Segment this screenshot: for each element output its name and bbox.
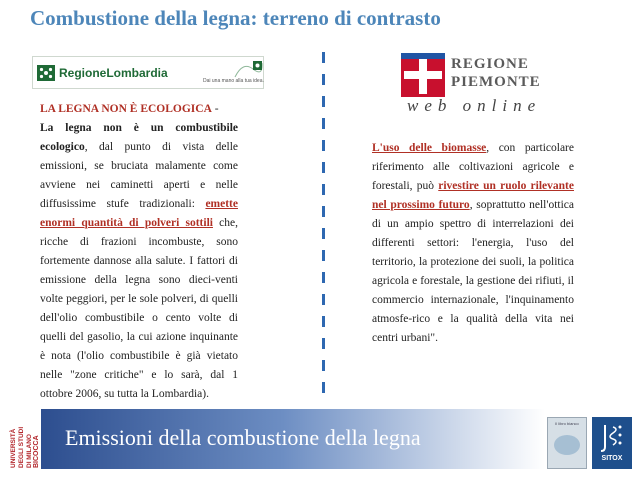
piemonte-line1: REGIONE: [451, 56, 529, 72]
sitox-label: SITOX: [601, 455, 623, 462]
right-highlight-1: L'uso delle biomasse: [372, 142, 487, 154]
piemonte-crest-icon: [401, 53, 445, 97]
regione-lombardia-logo: [32, 56, 264, 89]
bicocca-university-logo: [6, 410, 38, 470]
right-text-column: [372, 139, 574, 348]
svg-text:DI MILANO: DI MILANO: [26, 434, 33, 468]
piemonte-line2: PIEMONTE: [451, 74, 541, 90]
sitox-symbol-icon: [599, 423, 625, 453]
left-bold-intro: La legna non è un combustibile ecologico: [40, 122, 238, 153]
globe-icon: [554, 435, 580, 455]
regione-piemonte-logo: [401, 53, 545, 116]
right-text-2: , soprattutto nell'ottica di un ampio spettro di interrelazioni dei differenti settori: l'energia, l'uso del territorio, la protezione dei suoli, la politica agricola e forestale, la gestione dei rifiuti, il commercio internazionale, l'inquinamento atmosfe-rico e la qualità della vita nei centri urbani".: [372, 199, 574, 344]
svg-text:UNIVERSITÀ: UNIVERSITÀ: [10, 428, 17, 468]
svg-text:DEGLI STUDI: DEGLI STUDI: [18, 426, 25, 468]
left-text-2: che, ricche di frazioni incombuste, sono fortemente dannose alla salute. I fattori di emissione della legna sono dieci-venti volte peggiori, per le sole polveri, di quelli dell'olio combustibile o cento volte di quelli del gasolio, la cui azione inquinante è nota (l'olio combustibile è già vietato nelle "zone critiche" e lo sarà, dal 1 ottobre 2006, su tutta la Lombardia).: [40, 217, 238, 400]
footer-banner: [41, 409, 545, 469]
right-highlight-2: rivestire un ruolo rilevante nel prossimo futuro: [372, 180, 574, 211]
lombardia-decoration-icon: [233, 59, 263, 79]
left-text-1: , dal punto di vista delle emissioni, se bruciata malamente come avviene nei caminetti aperti e nelle diffusissime stufe tradizionali:: [40, 141, 238, 210]
svg-text:BICOCCA: BICOCCA: [33, 435, 40, 468]
right-text-1: , con particolare riferimento alle coltivazioni agricole e forestali, può: [372, 142, 574, 192]
piemonte-line3: web online: [407, 96, 542, 115]
lombardia-name: RegioneLombardia: [59, 66, 168, 80]
footer-title: Emissioni della combustione della legna: [65, 425, 421, 450]
lombardia-rose-icon: [37, 65, 55, 81]
left-heading: LA LEGNA NON È ECOLOGICA: [40, 103, 212, 115]
slide-title: Combustione della legna: terreno di contrasto: [30, 6, 441, 30]
left-heading-dash: -: [211, 103, 219, 115]
book-title: Il libro bianco: [555, 421, 579, 426]
lombardia-tagline: Dai una mano alla tua idea.: [203, 78, 264, 84]
left-highlight: emette enormi quantità di polveri sottili: [40, 198, 238, 229]
left-text-column: [40, 100, 238, 404]
book-cover-image: [547, 417, 587, 469]
column-divider: [322, 52, 325, 402]
sitox-logo: [592, 417, 632, 469]
